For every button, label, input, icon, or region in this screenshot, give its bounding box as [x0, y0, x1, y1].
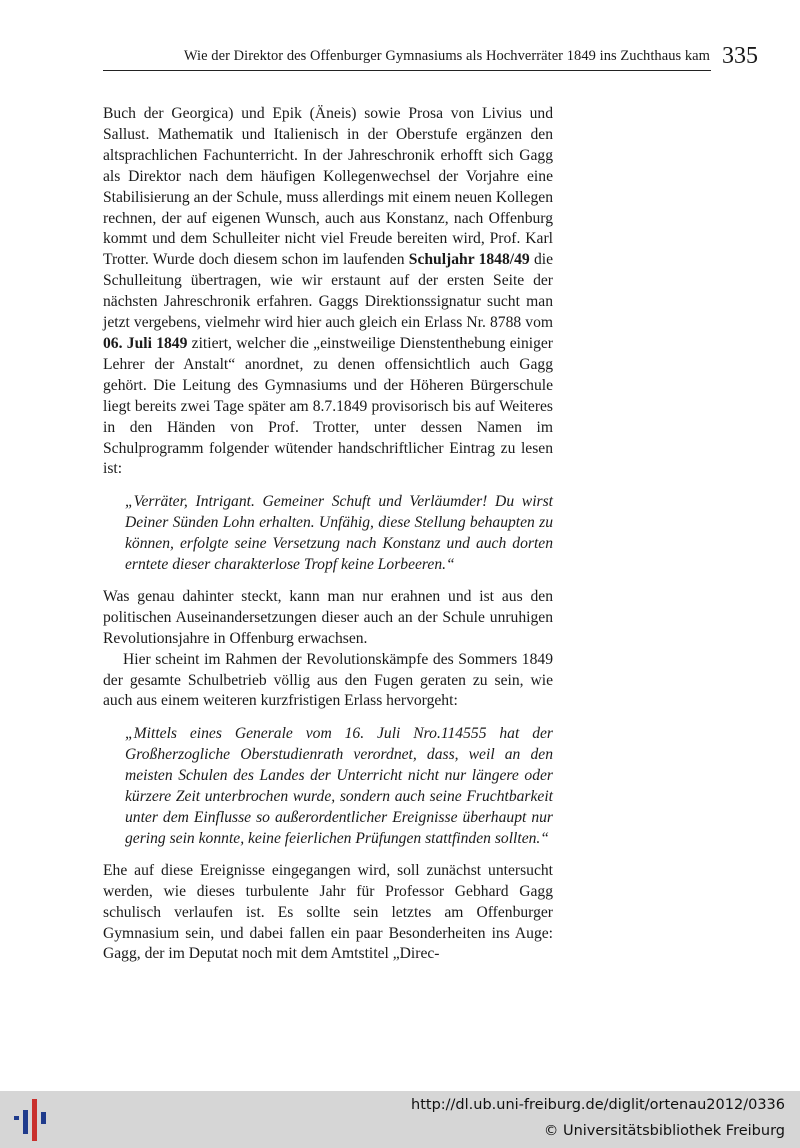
bold-school-year: Schuljahr 1848/49: [408, 251, 530, 269]
source-url-link[interactable]: http://dl.ub.uni-freiburg.de/diglit/ortenau2012/0336: [411, 1097, 785, 1113]
paragraph-1-text-a: Buch der Georgica) und Epik (Äneis) sowie Prosa von Livius und Sallust. Mathematik und Italienisch in der Oberstufe ergänzen den altsprachlichen Fachunterricht. In der Jahreschronik erhofft sich Gagg als Direktor nach dem häufigen Kollegenwechsel der Vorjahre eine Stabilisierung an der Schule, muss allerdings mit einem neuen Kollegen rechnen, der auf eigenen Wunsch, auch aus Konstanz, nach Offenburg kommt und dem Schulleiter nicht viel Freude bereiten wird, Prof. Karl Trotter. Wurde doch diesem schon im laufenden: [103, 105, 553, 269]
header-rule: [103, 70, 711, 71]
page-number: 335: [722, 43, 758, 69]
paragraph-1-text-e: zitiert, welcher die „einstweilige Dienstenthebung einiger Lehrer der Anstalt“ anordnet, zu denen offensichtlich auch Gagg gehört. Die Leitung des Gymnasiums und der Höheren Bürgerschule liegt bereits zwei Tage später am 8.7.1849 provisorisch bis auf Weiteres in den Händen von Prof. Trotter, unter dessen Namen im Schulprogramm folgender wütender handschriftlicher Eintrag zu lesen ist:: [103, 334, 553, 478]
bold-date: 06. Juli 1849: [103, 334, 188, 352]
paragraph-3: Hier scheint im Rahmen der Revolutionskämpfe des Sommers 1849 der gesamte Schulbetrieb völlig aus den Fugen geraten zu sein, wie auch aus einem weiteren kurzfristigen Erlass hervorgeht:: [103, 650, 553, 710]
quote-generale-decree: „Mittels eines Generale vom 16. Juli Nro.114555 hat der Großherzogliche Oberstudienrath verordnet, dass, weil an den meisten Schulen des Landes der Unterricht nicht nur längere oder kürzere Zeit unterbrochen wurde, sondern auch seine Fruchtbarkeit unter dem Einflusse so außerordentlicher Ereignisse überhaupt nur gering sein konnte, keine feierlichen Prüfungen stattfinden sollten.“: [125, 725, 553, 847]
paragraph-1: [103, 104, 553, 480]
logo-bar-1: [14, 1116, 19, 1120]
quote-handwritten-entry: „Verräter, Intrigant. Gemeiner Schuft und Verläumder! Du wirst Deiner Sünden Lohn erhalten. Unfähig, diese Stellung behaupten zu können, erfolgte seine Versetzung nach Konstanz und auch dorten erntete dieser charakterlose Tropf keine Lorbeeren.“: [125, 493, 553, 574]
copyright-notice: © Universitätsbibliothek Freiburg: [543, 1123, 785, 1139]
main-text: [103, 104, 553, 965]
paragraph-2: Was genau dahinter steckt, kann man nur erahnen und ist aus den politischen Auseinandersetzungen dieser auch an der Schule unruhigen Revolutionsjahre in Offenburg erwachsen.: [103, 587, 553, 647]
logo-bar-2: [23, 1110, 28, 1134]
ub-freiburg-logo-icon: [14, 1099, 50, 1141]
running-header: Wie der Direktor des Offenburger Gymnasiums als Hochverräter 1849 ins Zuchthaus kam: [183, 48, 710, 64]
logo-bar-3: [32, 1099, 37, 1141]
paragraph-4: Ehe auf diese Ereignisse eingegangen wird, soll zunächst untersucht werden, wie dieses turbulente Jahr für Professor Gebhard Gagg schulisch verlaufen ist. Es sollte sein letztes am Offenburger Gymnasium sein, und dabei fallen ein paar Besonderheiten ins Auge: Gagg, der im Deputat noch mit dem Amtstitel „Direc-: [103, 861, 553, 963]
logo-bar-4: [41, 1112, 46, 1124]
paragraph-1-text-c: die Schulleitung übertragen, wie wir erstaunt auf der ersten Seite der nächsten Jahreschronik erfahren. Gaggs Direktionssignatur sucht man jetzt vergebens, vielmehr wird hier auch gleich ein Erlass Nr. 8788 vom: [103, 251, 553, 332]
